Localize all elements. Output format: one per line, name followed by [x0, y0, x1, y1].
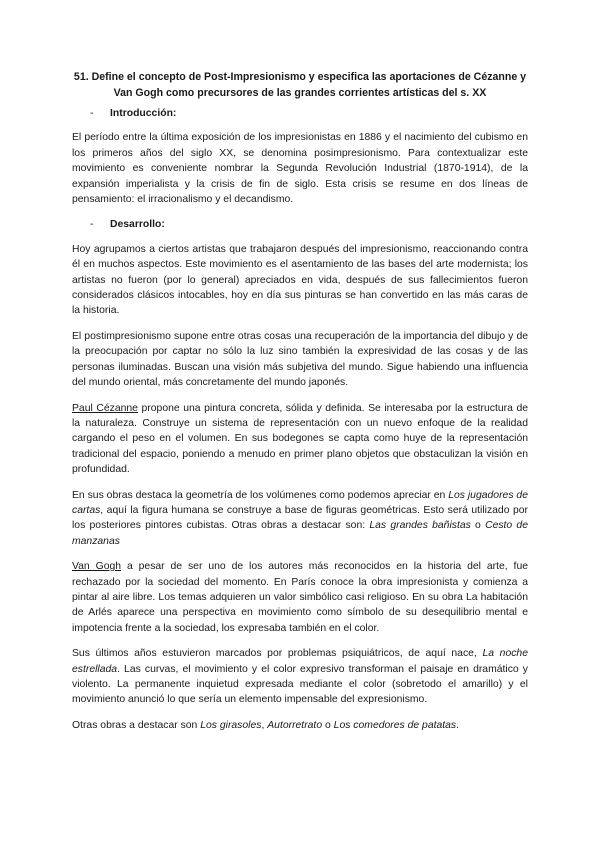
document-title: 51. Define el concepto de Post-Impresionismo y especifica las aportaciones de Cézanne y Van Gogh como precursores de las grandes corrientes artísticas del s. XX	[73, 71, 527, 99]
artwork-title: Los comedores de patatas	[333, 719, 457, 731]
paragraph-text: o	[470, 520, 486, 532]
artwork-title: Los jugadores de cartas	[72, 489, 528, 516]
paragraph-text: , aquí la figura humana se construye a base de figuras geométricas. Esto será utilizado por los posteriores pintores cubistas. Otras obras a destacar son:	[72, 504, 528, 532]
section-heading-desarrollo	[72, 217, 528, 232]
bullet-dash: -	[90, 219, 94, 231]
artwork-title: Autorretrato	[267, 719, 323, 731]
document-page	[72, 70, 528, 733]
artwork-title: Las grandes bañistas	[369, 520, 471, 532]
paragraph-7	[72, 718, 528, 733]
artist-name-cezanne: Paul Cézanne	[72, 402, 138, 414]
paragraph-6	[72, 646, 528, 708]
paragraph-text: propone una pintura concreta, sólida y definida. Se interesaba por la estructura de la naturaleza. Construye un sistema de representación con un nuevo enfoque de la realidad cargando el peso en el volumen. En sus bodegones se capta como huye de la representación tradicional del espacio, poniendo a menudo en primer plano objetos que obstaculizan la visión en profundidad.	[72, 402, 529, 476]
section-heading-label: Introducción:	[110, 108, 177, 119]
paragraph-3	[72, 401, 528, 478]
artwork-title: La noche estrellada	[72, 648, 528, 675]
paragraph-text: En sus obras destaca la geometría de los volúmenes como podemos apreciar en	[72, 489, 449, 501]
bullet-dash: -	[90, 108, 94, 119]
paragraph-2: El postimpresionismo supone entre otras cosas una recuperación de la importancia del dibujo y de la preocupación por captar no sólo la luz sino también la expresividad de las cosas y de las personas iluminadas. Buscan una visión más subjetiva del mundo. Sigue habiendo una influencia del mundo oriental, más concretamente del mundo japonés.	[72, 330, 528, 389]
artist-name-van-gogh: Van Gogh	[72, 561, 122, 573]
paragraph-text: ,	[261, 719, 268, 731]
paragraph-1: Hoy agrupamos a ciertos artistas que trabajaron después del impresionismo, reaccionando contra él en muchos aspectos. Este movimiento es el asentamiento de las bases del arte modernista; los artistas no fueron (por lo general) apreciados en vida, después de sus fallecimientos fueron considerados clásicos intocables, hoy en día sus pinturas se han convertido en las más caras de la historia.	[72, 243, 528, 317]
artwork-title: Cesto de manzanas	[72, 520, 528, 547]
paragraph-text: Otras obras a destacar son	[72, 719, 201, 731]
paragraph-text: a pesar de ser uno de los autores más reconocidos en la historia del arte, fue rechazado por la sociedad del momento. En París conoce la obra impresionista y comienza a pintar al aire libre. Los temas adquieren un valor simbólico casi religioso. En su obra La habitación de Arlés aparece una perspectiva en movimiento como símbolo de su desequilibrio mental e impotencia frente a la sociedad, los expresaba también en el color.	[72, 561, 528, 634]
paragraph-text: .	[456, 719, 460, 731]
paragraph-text: o	[322, 719, 334, 731]
paragraph-text: Sus últimos años estuvieron marcados por problemas psiquiátricos, de aquí nace,	[72, 648, 483, 660]
section-heading-label: Desarrollo:	[110, 219, 165, 231]
artwork-title: Los girasoles	[200, 719, 262, 731]
paragraph-intro: El período entre la última exposición de los impresionistas en 1886 y el nacimiento del cubismo en los primeros años del siglo XX, se denomina posimpresionismo. Para contextualizar este movimiento es conveniente nombrar la Segunda Revolución Industrial (1870-1914), de la expansión imperialista y la crisis de fin de siglo. Esta crisis se resume en dos líneas de pensamiento: el irracionalismo y el decandismo.	[72, 132, 528, 206]
paragraph-5	[72, 559, 528, 636]
section-heading-introduccion	[72, 106, 528, 121]
paragraph-4	[72, 488, 528, 550]
paragraph-text: . Las curvas, el movimiento y el color expresivo transforman el paisaje en dramático y violento. La permanente inquietud expresada mediante el color (sobretodo el amarillo) y el movimiento anunció lo que sería un elemento impensable del expresionismo.	[72, 663, 528, 706]
